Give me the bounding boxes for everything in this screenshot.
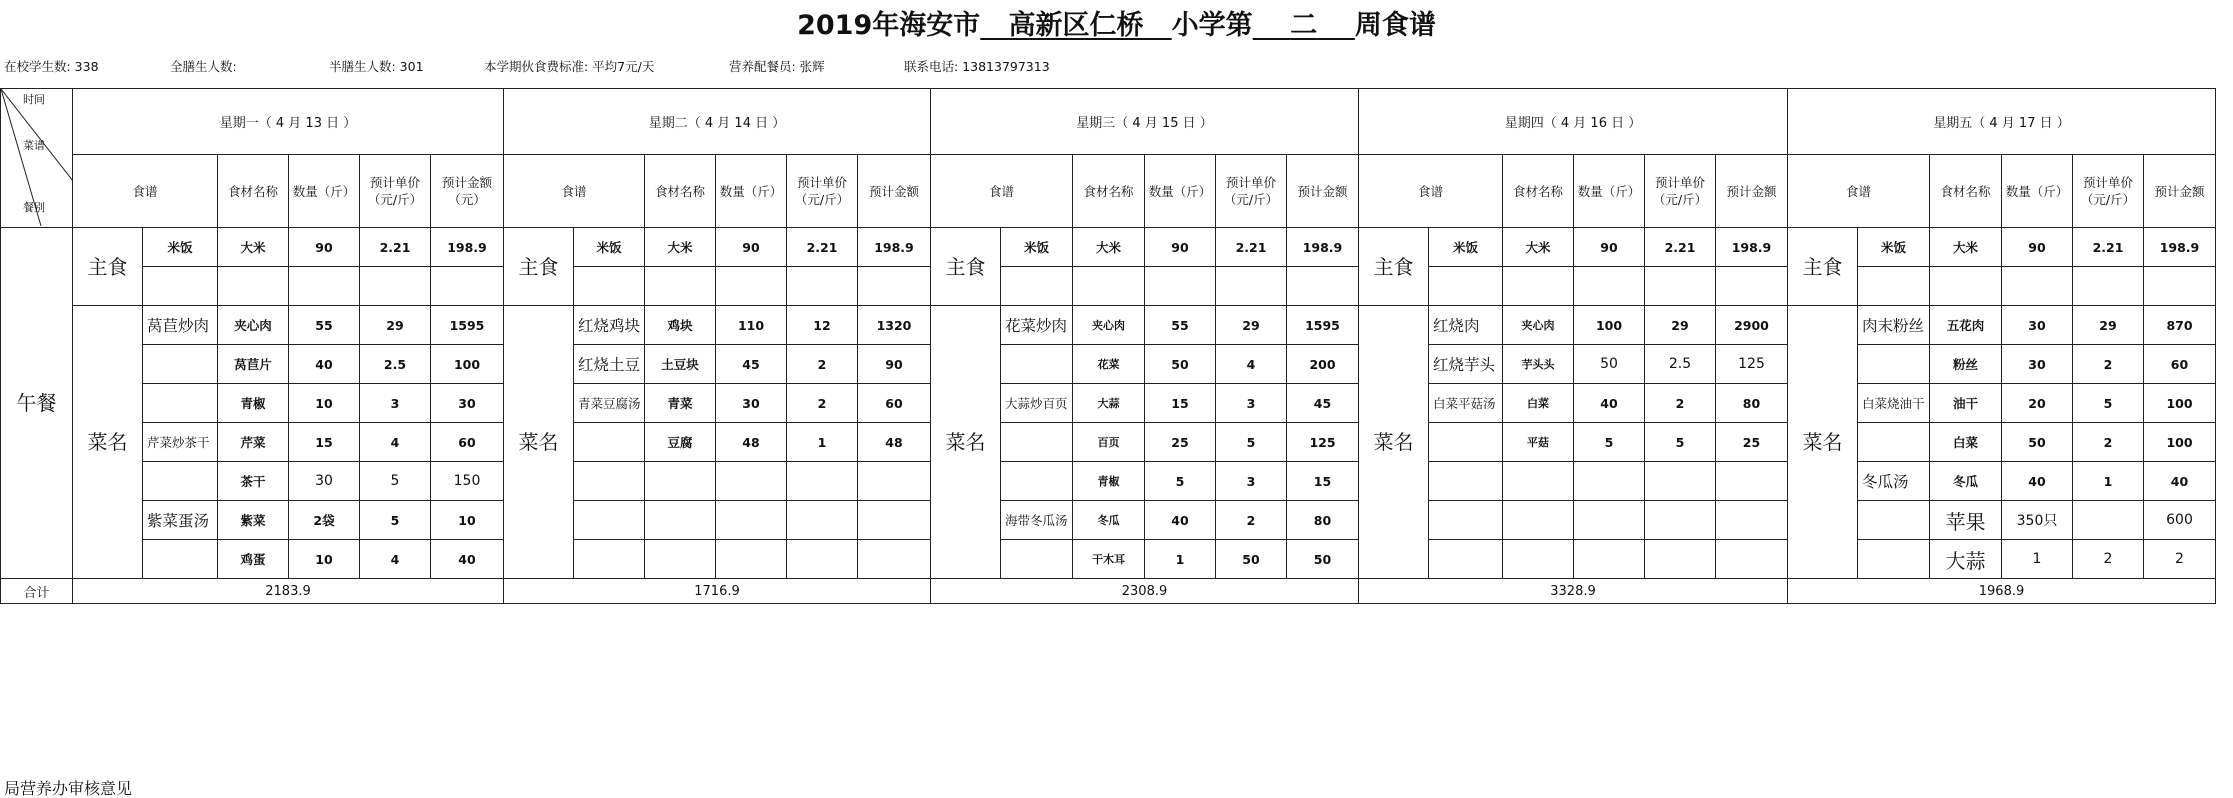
amount-cell: 2900: [1716, 306, 1788, 345]
amount-cell: [1716, 540, 1788, 579]
unit-price-cell: 5: [1216, 423, 1287, 462]
qty-cell: 15: [289, 423, 360, 462]
amount-cell: [858, 501, 931, 540]
qty-cell: 30: [289, 462, 360, 501]
amount-cell: 198.9: [1287, 228, 1359, 267]
recipe-cell: [574, 462, 645, 501]
ingredient-cell: [218, 267, 289, 306]
unit-price-cell: 2.21: [1645, 228, 1716, 267]
qty-cell: 2袋: [289, 501, 360, 540]
recipe-cell: [1429, 462, 1503, 501]
ingredient-cell: 五花肉: [1930, 306, 2002, 345]
unit-price-cell: 5: [1645, 423, 1716, 462]
corner-meal: 餐别: [23, 201, 45, 214]
recipe-cell: 米饭: [1429, 228, 1503, 267]
unit-price-cell: [787, 462, 858, 501]
qty-col-header: 数量（斤）: [289, 155, 360, 228]
ingredient-cell: 芋头头: [1503, 345, 1574, 384]
day-total: 3328.9: [1359, 579, 1788, 604]
day-total: 2183.9: [73, 579, 504, 604]
amount-cell: 100: [2144, 423, 2216, 462]
amount-col-header: 预计金额: [1287, 155, 1359, 228]
amount-cell: 50: [1287, 540, 1359, 579]
ingredient-cell: 干木耳: [1073, 540, 1145, 579]
day-total: 2308.9: [931, 579, 1359, 604]
amount-cell: 125: [1287, 423, 1359, 462]
recipe-cell: [143, 345, 218, 384]
qty-cell: 90: [1574, 228, 1645, 267]
dishes-category: 菜名: [73, 306, 143, 579]
recipe-cell: 白菜平菇汤: [1429, 384, 1503, 423]
recipe-col-header: 食谱: [931, 155, 1073, 228]
recipe-cell: 紫菜蛋汤: [143, 501, 218, 540]
meal-label: [1, 228, 73, 579]
recipe-cell: [1001, 267, 1073, 306]
qty-cell: 90: [716, 228, 787, 267]
unit-price-cell: [1216, 267, 1287, 306]
unit-price-cell: 2.21: [2073, 228, 2144, 267]
qty-cell: 40: [1574, 384, 1645, 423]
qty-cell: 100: [1574, 306, 1645, 345]
amount-cell: 2: [2144, 540, 2216, 579]
recipe-cell: 大蒜炒百页: [1001, 384, 1073, 423]
unit-price-cell: [1645, 501, 1716, 540]
amount-cell: [858, 267, 931, 306]
day-header: 星期一（ 4 月 13 日 ）: [73, 89, 504, 155]
qty-cell: 10: [289, 384, 360, 423]
qty-cell: [716, 462, 787, 501]
ingredient-cell: 大米: [1503, 228, 1574, 267]
unit-price-cell: 29: [2073, 306, 2144, 345]
recipe-cell: 莴苣炒肉: [143, 306, 218, 345]
recipe-cell: 米饭: [574, 228, 645, 267]
amount-cell: 80: [1716, 384, 1788, 423]
recipe-cell: 米饭: [1001, 228, 1073, 267]
qty-cell: 5: [1574, 423, 1645, 462]
qty-col-header: 数量（斤）: [1574, 155, 1645, 228]
unit-price-cell: 4: [360, 423, 431, 462]
amount-cell: 198.9: [1716, 228, 1788, 267]
amount-cell: [1716, 462, 1788, 501]
amount-cell: [1716, 501, 1788, 540]
recipe-cell: 红烧鸡块: [574, 306, 645, 345]
ingredient-cell: 芹菜: [218, 423, 289, 462]
ingredient-cell: 白菜: [1930, 423, 2002, 462]
recipe-cell: [1858, 423, 1930, 462]
qty-cell: 1: [1145, 540, 1216, 579]
amount-cell: 870: [2144, 306, 2216, 345]
ingredient-cell: [645, 540, 716, 579]
unit-price-cell: 2: [2073, 423, 2144, 462]
title-mid: 小学第: [1171, 10, 1253, 41]
amount-cell: 60: [431, 423, 504, 462]
qty-cell: [1574, 501, 1645, 540]
unit-price-cell: 2.21: [360, 228, 431, 267]
recipe-cell: [1858, 345, 1930, 384]
amount-cell: [431, 267, 504, 306]
unit-price-cell: [1645, 540, 1716, 579]
ingredient-cell: 苹果: [1930, 501, 2002, 540]
amount-cell: 90: [858, 345, 931, 384]
amount-cell: 30: [431, 384, 504, 423]
qty-cell: 15: [1145, 384, 1216, 423]
recipe-cell: [1429, 501, 1503, 540]
amount-cell: 600: [2144, 501, 2216, 540]
ingredient-cell: 青椒: [1073, 462, 1145, 501]
ingredient-cell: 土豆块: [645, 345, 716, 384]
recipe-col-header: 食谱: [73, 155, 218, 228]
recipe-cell: [143, 384, 218, 423]
ingredient-cell: 鸡蛋: [218, 540, 289, 579]
recipe-cell: 红烧肉: [1429, 306, 1503, 345]
ingredient-col-header: 食材名称: [1930, 155, 2002, 228]
qty-cell: 10: [289, 540, 360, 579]
amount-cell: 198.9: [2144, 228, 2216, 267]
amount-cell: 10: [431, 501, 504, 540]
unit-price-cell: 5: [2073, 384, 2144, 423]
recipe-cell: [1858, 540, 1930, 579]
recipe-cell: [1001, 462, 1073, 501]
unit-price-cell: 3: [1216, 462, 1287, 501]
amount-cell: 60: [2144, 345, 2216, 384]
unit-price-cell: 29: [360, 306, 431, 345]
unit-price-cell: [787, 267, 858, 306]
recipe-cell: [574, 540, 645, 579]
dishes-category: 菜名: [1788, 306, 1858, 579]
qty-col-header: 数量（斤）: [2002, 155, 2073, 228]
ingredient-cell: [645, 267, 716, 306]
unit-price-cell: 2.21: [1216, 228, 1287, 267]
title-week: 二: [1290, 10, 1318, 41]
recipe-cell: [1858, 267, 1930, 306]
dishes-category: 菜名: [504, 306, 574, 579]
recipe-col-header: 食谱: [1788, 155, 1930, 228]
qty-cell: 50: [1574, 345, 1645, 384]
recipe-cell: 冬瓜汤: [1858, 462, 1930, 501]
dishes-category: 菜名: [1359, 306, 1429, 579]
unit-price-col-header: 预计单价（元/斤）: [1216, 155, 1287, 228]
amount-cell: 125: [1716, 345, 1788, 384]
unit-price-cell: 4: [360, 540, 431, 579]
qty-cell: 55: [1145, 306, 1216, 345]
unit-price-col-header: 预计单价（元/斤）: [787, 155, 858, 228]
ingredient-col-header: 食材名称: [1073, 155, 1145, 228]
qty-cell: [716, 267, 787, 306]
info-nutritionist: 营养配餐员: 张辉: [729, 59, 825, 74]
staple-category: 主食: [504, 228, 574, 306]
qty-cell: [716, 501, 787, 540]
qty-cell: 45: [716, 345, 787, 384]
day-total: 1716.9: [504, 579, 931, 604]
amount-cell: 1320: [858, 306, 931, 345]
recipe-cell: 米饭: [1858, 228, 1930, 267]
unit-price-cell: 1: [787, 423, 858, 462]
unit-price-cell: 2: [787, 345, 858, 384]
amount-cell: [858, 540, 931, 579]
amount-cell: 100: [2144, 384, 2216, 423]
staple-category: 主食: [1359, 228, 1429, 306]
qty-cell: [716, 540, 787, 579]
unit-price-cell: [360, 267, 431, 306]
qty-col-header: 数量（斤）: [1145, 155, 1216, 228]
unit-price-cell: 50: [1216, 540, 1287, 579]
recipe-cell: 青菜豆腐汤: [574, 384, 645, 423]
qty-cell: [289, 267, 360, 306]
day-header: 星期二（ 4 月 14 日 ）: [504, 89, 931, 155]
amount-cell: 15: [1287, 462, 1359, 501]
title-suffix: 周食谱: [1354, 10, 1436, 41]
recipe-cell: 花菜炒肉: [1001, 306, 1073, 345]
unit-price-cell: [787, 540, 858, 579]
ingredient-cell: 大米: [1073, 228, 1145, 267]
qty-cell: 30: [716, 384, 787, 423]
unit-price-cell: 1: [2073, 462, 2144, 501]
ingredient-cell: 豆腐: [645, 423, 716, 462]
dishes-category: 菜名: [931, 306, 1001, 579]
corner-dish: 菜谱: [23, 139, 45, 152]
amount-cell: 150: [431, 462, 504, 501]
info-all-day: 全膳生人数:: [170, 59, 237, 74]
recipe-cell: 红烧土豆: [574, 345, 645, 384]
meal-label-text: 午餐: [16, 391, 57, 415]
amount-col-header: 预计金额: [858, 155, 931, 228]
staple-category: 主食: [73, 228, 143, 306]
amount-col-header: 预计金额（元）: [431, 155, 504, 228]
qty-cell: [1574, 540, 1645, 579]
ingredient-cell: 大蒜: [1930, 540, 2002, 579]
info-half-day: 半膳生人数: 301: [329, 59, 424, 74]
ingredient-cell: 粉丝: [1930, 345, 2002, 384]
ingredient-cell: 大米: [1930, 228, 2002, 267]
recipe-cell: [574, 267, 645, 306]
info-students: 在校学生数: 338: [4, 59, 99, 74]
ingredient-cell: 花菜: [1073, 345, 1145, 384]
recipe-cell: 白菜烧油干: [1858, 384, 1930, 423]
amount-cell: 200: [1287, 345, 1359, 384]
recipe-cell: [574, 501, 645, 540]
ingredient-cell: [645, 462, 716, 501]
recipe-cell: 芹菜炒茶干: [143, 423, 218, 462]
qty-cell: [2002, 267, 2073, 306]
ingredient-cell: 大蒜: [1073, 384, 1145, 423]
recipe-cell: 肉末粉丝: [1858, 306, 1930, 345]
amount-cell: 80: [1287, 501, 1359, 540]
ingredient-cell: [1930, 267, 2002, 306]
amount-cell: 100: [431, 345, 504, 384]
staple-category: 主食: [1788, 228, 1858, 306]
unit-price-cell: [787, 501, 858, 540]
ingredient-cell: 夹心肉: [218, 306, 289, 345]
unit-price-cell: 5: [360, 462, 431, 501]
recipe-cell: 红烧芋头: [1429, 345, 1503, 384]
info-line: [4, 56, 1050, 78]
unit-price-cell: 2.5: [1645, 345, 1716, 384]
amount-cell: [2144, 267, 2216, 306]
qty-cell: 25: [1145, 423, 1216, 462]
ingredient-cell: 鸡块: [645, 306, 716, 345]
qty-cell: 30: [2002, 306, 2073, 345]
recipe-col-header: 食谱: [504, 155, 645, 228]
ingredient-cell: 油干: [1930, 384, 2002, 423]
qty-cell: [1145, 267, 1216, 306]
amount-cell: 1595: [431, 306, 504, 345]
ingredient-cell: [1503, 462, 1574, 501]
ingredient-cell: 茶干: [218, 462, 289, 501]
unit-price-cell: 2.5: [360, 345, 431, 384]
qty-cell: 40: [2002, 462, 2073, 501]
recipe-cell: [1429, 540, 1503, 579]
recipe-cell: [1429, 267, 1503, 306]
ingredient-cell: 青菜: [645, 384, 716, 423]
corner-time: 时间: [23, 93, 45, 106]
ingredient-col-header: 食材名称: [645, 155, 716, 228]
unit-price-cell: [2073, 501, 2144, 540]
qty-cell: 90: [289, 228, 360, 267]
title-prefix: 2019年海安市: [797, 10, 981, 41]
menu-table: [0, 88, 2216, 604]
ingredient-cell: 夹心肉: [1503, 306, 1574, 345]
recipe-cell: [1001, 345, 1073, 384]
ingredient-cell: 冬瓜: [1073, 501, 1145, 540]
unit-price-cell: 4: [1216, 345, 1287, 384]
ingredient-cell: 白菜: [1503, 384, 1574, 423]
qty-cell: 5: [1145, 462, 1216, 501]
unit-price-cell: 2: [1216, 501, 1287, 540]
amount-cell: 45: [1287, 384, 1359, 423]
amount-cell: 25: [1716, 423, 1788, 462]
info-standard: 本学期伙食费标准: 平均7元/天: [484, 59, 655, 74]
ingredient-cell: 紫菜: [218, 501, 289, 540]
menu-title: [0, 0, 2233, 52]
unit-price-cell: [1645, 462, 1716, 501]
qty-cell: 1: [2002, 540, 2073, 579]
recipe-cell: 海带冬瓜汤: [1001, 501, 1073, 540]
amount-cell: [1716, 267, 1788, 306]
recipe-cell: [143, 462, 218, 501]
amount-cell: 40: [431, 540, 504, 579]
amount-col-header: 预计金额: [1716, 155, 1788, 228]
recipe-cell: [574, 423, 645, 462]
day-total: 1968.9: [1788, 579, 2216, 604]
amount-cell: 48: [858, 423, 931, 462]
amount-cell: 60: [858, 384, 931, 423]
recipe-cell: [1429, 423, 1503, 462]
qty-cell: 20: [2002, 384, 2073, 423]
unit-price-cell: 3: [1216, 384, 1287, 423]
ingredient-cell: 平菇: [1503, 423, 1574, 462]
ingredient-cell: 青椒: [218, 384, 289, 423]
recipe-col-header: 食谱: [1359, 155, 1503, 228]
recipe-cell: 米饭: [143, 228, 218, 267]
qty-cell: 350只: [2002, 501, 2073, 540]
unit-price-cell: 5: [360, 501, 431, 540]
unit-price-cell: 12: [787, 306, 858, 345]
ingredient-cell: [1503, 501, 1574, 540]
unit-price-cell: [2073, 267, 2144, 306]
unit-price-cell: [1645, 267, 1716, 306]
day-header: 星期五（ 4 月 17 日 ）: [1788, 89, 2216, 155]
recipe-cell: [143, 267, 218, 306]
amount-cell: [1287, 267, 1359, 306]
qty-cell: 55: [289, 306, 360, 345]
amount-col-header: 预计金额: [2144, 155, 2216, 228]
corner-header: [1, 89, 73, 228]
qty-col-header: 数量（斤）: [716, 155, 787, 228]
unit-price-cell: 2: [2073, 345, 2144, 384]
ingredient-cell: [1503, 267, 1574, 306]
recipe-cell: [1858, 501, 1930, 540]
qty-cell: 90: [1145, 228, 1216, 267]
day-header: 星期四（ 4 月 16 日 ）: [1359, 89, 1788, 155]
unit-price-cell: 29: [1216, 306, 1287, 345]
ingredient-cell: [1503, 540, 1574, 579]
unit-price-col-header: 预计单价（元/斤）: [360, 155, 431, 228]
ingredient-cell: 大米: [218, 228, 289, 267]
amount-cell: 1595: [1287, 306, 1359, 345]
ingredient-col-header: 食材名称: [1503, 155, 1574, 228]
qty-cell: [1574, 267, 1645, 306]
ingredient-cell: 冬瓜: [1930, 462, 2002, 501]
unit-price-cell: 2: [2073, 540, 2144, 579]
qty-cell: 50: [2002, 423, 2073, 462]
unit-price-cell: 2: [1645, 384, 1716, 423]
unit-price-col-header: 预计单价（元/斤）: [1645, 155, 1716, 228]
review-opinion-label: 局营养办审核意见: [4, 779, 133, 798]
ingredient-cell: 莴苣片: [218, 345, 289, 384]
qty-cell: 30: [2002, 345, 2073, 384]
qty-cell: 40: [289, 345, 360, 384]
recipe-cell: [143, 540, 218, 579]
info-phone: 联系电话: 13813797313: [904, 59, 1050, 74]
ingredient-cell: [1073, 267, 1145, 306]
qty-cell: 48: [716, 423, 787, 462]
amount-cell: 198.9: [431, 228, 504, 267]
qty-cell: 50: [1145, 345, 1216, 384]
recipe-cell: [1001, 423, 1073, 462]
qty-cell: [1574, 462, 1645, 501]
unit-price-col-header: 预计单价（元/斤）: [2073, 155, 2144, 228]
ingredient-col-header: 食材名称: [218, 155, 289, 228]
qty-cell: 90: [2002, 228, 2073, 267]
amount-cell: 198.9: [858, 228, 931, 267]
ingredient-cell: 夹心肉: [1073, 306, 1145, 345]
amount-cell: [858, 462, 931, 501]
unit-price-cell: 3: [360, 384, 431, 423]
ingredient-cell: 大米: [645, 228, 716, 267]
unit-price-cell: 2.21: [787, 228, 858, 267]
amount-cell: 40: [2144, 462, 2216, 501]
day-header: 星期三（ 4 月 15 日 ）: [931, 89, 1359, 155]
unit-price-cell: 2: [787, 384, 858, 423]
staple-category: 主食: [931, 228, 1001, 306]
qty-cell: 40: [1145, 501, 1216, 540]
qty-cell: 110: [716, 306, 787, 345]
ingredient-cell: [645, 501, 716, 540]
ingredient-cell: 百页: [1073, 423, 1145, 462]
title-district: 高新区仁桥: [1008, 10, 1144, 41]
unit-price-cell: 29: [1645, 306, 1716, 345]
recipe-cell: [1001, 540, 1073, 579]
total-label: 合计: [1, 579, 73, 604]
